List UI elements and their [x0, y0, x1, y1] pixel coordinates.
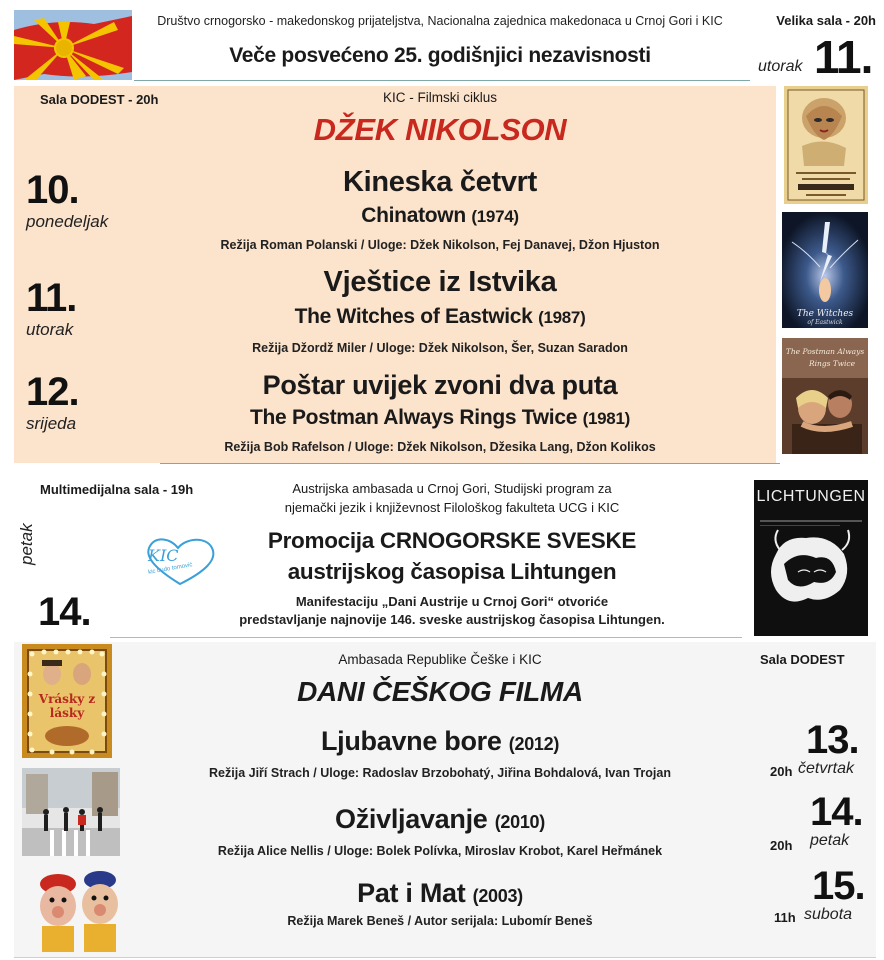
film-year: (1987) — [538, 308, 586, 327]
lichtungen-day-name: petak — [17, 523, 36, 565]
film-day-name: srijeda — [26, 414, 77, 433]
film-day-name: ponedeljak — [26, 212, 109, 231]
film-year: (2010) — [494, 812, 545, 832]
event1-title: Veče posvećeno 25. godišnjici nezavisnosti — [229, 44, 651, 67]
film-day-num: 10. — [26, 168, 79, 212]
svg-text:Rings Twice: Rings Twice — [808, 359, 856, 368]
event1-venue: Velika sala - 20h — [776, 13, 876, 28]
film-day-num: 15. — [812, 864, 865, 908]
film-credits: Režija Jiří Strach / Uloge: Radoslav Brzobohatý, Jiřina Bohdalová, Ivan Trojan — [209, 766, 671, 780]
czech-rule — [14, 957, 876, 958]
postman-poster-image — [782, 338, 868, 454]
witches-poster-image — [782, 212, 868, 328]
kic-logo-subtext: kic budo tomović — [147, 562, 193, 576]
film-credits: Režija Alice Nellis / Uloge: Bolek Polívka, Miroslav Krobot, Karel Heřmánek — [217, 844, 663, 858]
nicholson-subtitle: KIC - Filmski ciklus — [383, 90, 497, 105]
film-year: (1981) — [582, 409, 630, 428]
film-title: Oživljavanje — [335, 804, 488, 834]
film-original-title-line — [200, 305, 680, 329]
event1-day-name: utorak — [758, 58, 803, 75]
lichtungen-poster-title: LICHTUNGEN — [756, 488, 866, 505]
nicholson-rule — [160, 463, 780, 464]
film-original-title: Chinatown — [361, 204, 466, 227]
film-time: 20h — [770, 764, 793, 779]
vrasky-poster-title: Vrásky z lásky — [38, 692, 96, 720]
lichtungen-desc-2: predstavljanje najnovije 146. sveske austrijskog časopisa Lihtungen. — [239, 612, 665, 627]
event1-organizers: Društvo crnogorsko - makedonskog prijateljstva, Nacionalna zajednica makedonaca u Crnoj Gori i KIC — [157, 14, 723, 28]
film-day-num: 13. — [806, 718, 859, 762]
czech-organizers: Ambasada Republike Češke i KIC — [338, 652, 542, 667]
film-original-title: The Witches of Eastwick — [294, 305, 533, 328]
film-day-num: 11. — [26, 276, 77, 320]
svg-text:The Postman Always: The Postman Always — [785, 347, 865, 356]
macedonian-flag-image — [14, 10, 132, 80]
event1-rule — [134, 80, 750, 81]
svg-text:The Witches: The Witches — [796, 309, 854, 319]
vrasky-poster-image — [22, 644, 112, 758]
film-credits: Režija Džordž Miler / Uloge: Džek Nikolson, Šer, Suzan Saradon — [252, 341, 628, 355]
film-title-line — [180, 726, 700, 757]
lichtungen-venue: Multimedijalna sala - 19h — [40, 482, 194, 497]
lichtungen-day-num: 14. — [38, 590, 91, 634]
film-title: Pat i Mat — [357, 878, 466, 908]
czech-heading: DANI ČEŠKOG FILMA — [297, 676, 583, 707]
film-day-name: petak — [810, 832, 850, 849]
svg-text:of Eastwick: of Eastwick — [807, 319, 843, 326]
lichtungen-desc-1: Manifestaciju „Dani Austrije u Crnoj Gori“ otvoriće — [295, 594, 609, 609]
film-original-title: The Postman Always Rings Twice — [250, 406, 578, 429]
lichtungen-title-2: austrijskog časopisa Lihtungen — [287, 559, 617, 584]
chinatown-poster-image — [784, 86, 868, 204]
film-day-num: 14. — [810, 790, 863, 834]
lichtungen-rule — [110, 637, 742, 638]
film-title-line — [180, 878, 700, 909]
film-original-title-line — [180, 406, 700, 430]
film-title-line — [180, 804, 700, 835]
film-day-name: četvrtak — [798, 760, 855, 777]
lichtungen-organizers-1: Austrijska ambasada u Crnoj Gori, Studijski program za — [292, 481, 612, 496]
film-credits: Režija Bob Rafelson / Uloge: Džek Nikolson, Džesika Lang, Džon Kolikos — [224, 440, 656, 454]
film-title: Ljubavne bore — [320, 726, 502, 756]
film-title: Kineska četvrt — [342, 166, 538, 198]
film-year: (2012) — [508, 734, 560, 754]
film-title: Poštar uvijek zvoni dva puta — [262, 370, 618, 400]
film-time: 20h — [770, 838, 793, 853]
nicholson-heading: DŽEK NIKOLSON — [313, 112, 567, 147]
lichtungen-poster-image — [754, 480, 868, 636]
film-original-title-line — [200, 204, 680, 228]
nicholson-venue: Sala DODEST - 20h — [40, 92, 159, 107]
film-year: (2003) — [472, 886, 523, 906]
film-title: Vještice iz Istvika — [323, 266, 557, 298]
kic-logo — [140, 534, 220, 588]
lichtungen-title-1: Promocija CRNOGORSKE SVESKE — [267, 528, 637, 553]
film-credits: Režija Roman Polanski / Uloge: Džek Nikolson, Fej Danavej, Džon Hjuston — [220, 238, 660, 252]
kic-logo-text: KIC — [148, 546, 179, 565]
film-day-name: subota — [804, 906, 853, 923]
film-time: 11h — [774, 910, 796, 925]
event1-section — [0, 0, 884, 84]
lichtungen-organizers-2: njemački jezik i književnost Filološkog fakulteta UCG i KIC — [284, 500, 620, 515]
film-year: (1974) — [471, 207, 519, 226]
film-day-name: utorak — [26, 320, 74, 339]
pat-mat-image — [30, 866, 128, 952]
revival-poster-image — [22, 768, 120, 856]
film-credits: Režija Marek Beneš / Autor serijala: Lubomír Beneš — [287, 914, 593, 928]
event1-day-num: 11. — [814, 31, 873, 83]
czech-venue: Sala DODEST — [760, 652, 845, 667]
film-day-num: 12. — [26, 370, 79, 414]
